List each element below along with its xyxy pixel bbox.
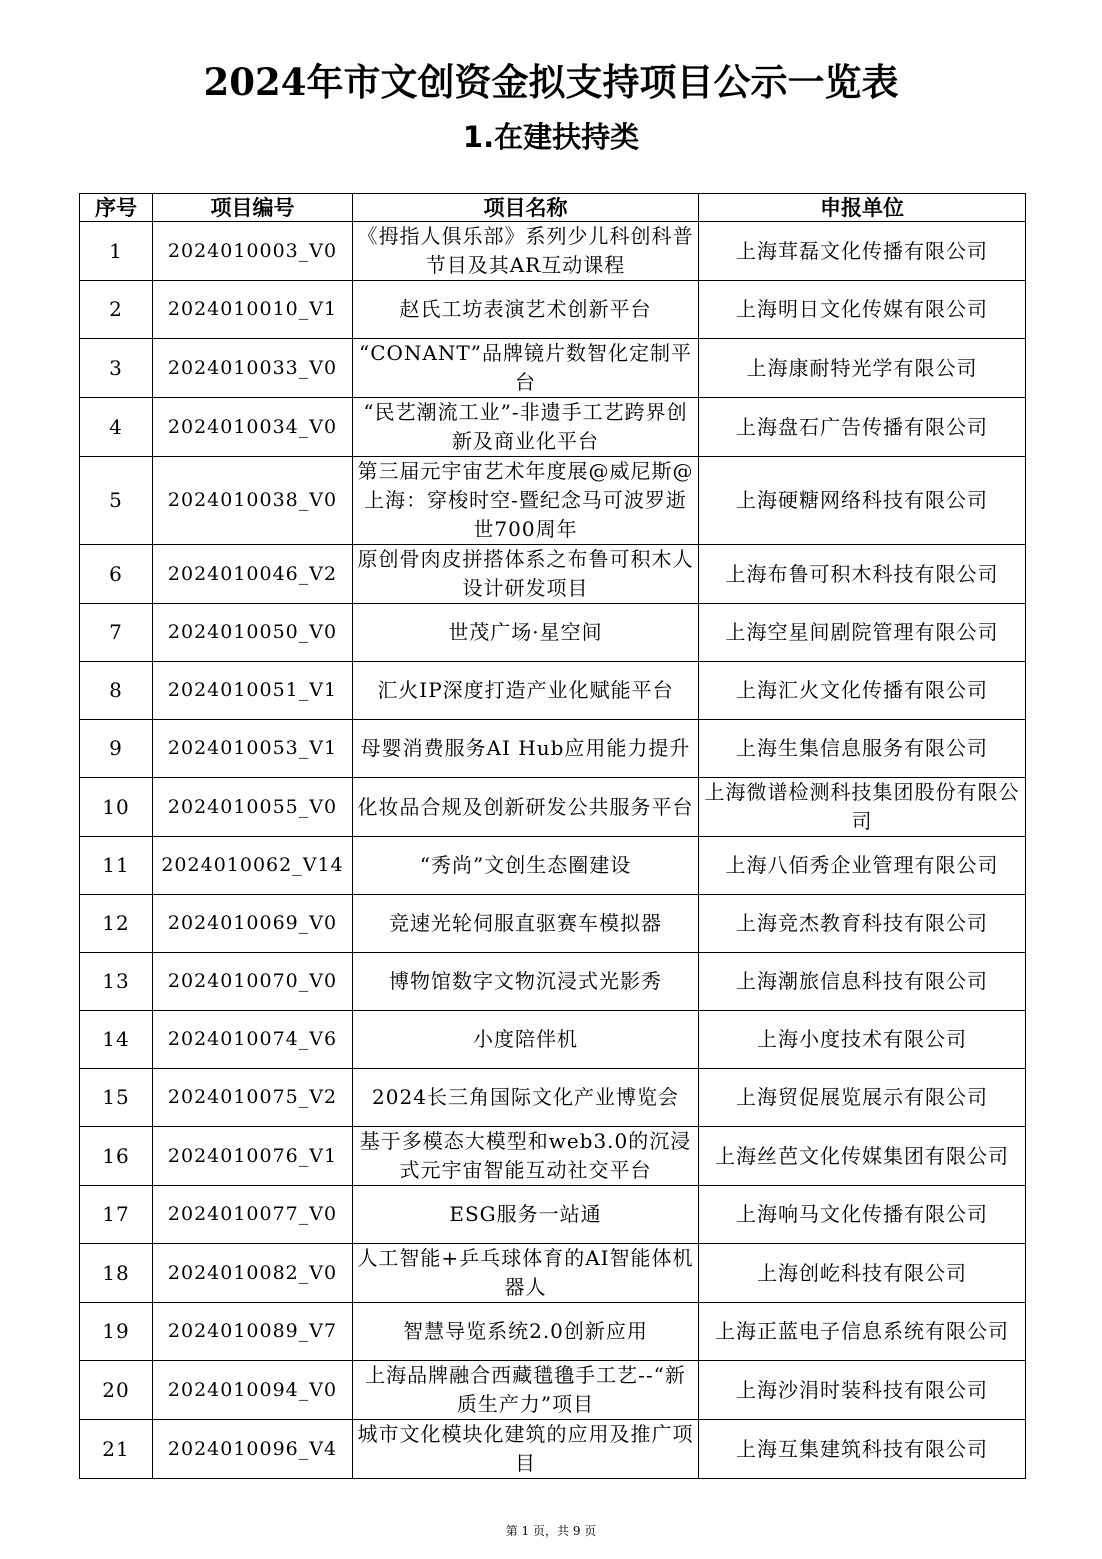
table-row	[80, 604, 1026, 662]
cell-project-code: 2024010046_V2	[153, 545, 353, 604]
cell-applicant: 上海盘石广告传播有限公司	[699, 398, 1026, 457]
cell-project-code: 2024010038_V0	[153, 457, 353, 545]
cell-serial: 3	[80, 339, 153, 398]
cell-project-name: 2024长三角国际文化产业博览会	[353, 1069, 699, 1127]
cell-serial: 14	[80, 1011, 153, 1069]
cell-applicant: 上海潮旅信息科技有限公司	[699, 953, 1026, 1011]
cell-project-code: 2024010010_V1	[153, 281, 353, 339]
document-title: 2024年市文创资金拟支持项目公示一览表	[203, 60, 899, 104]
table-row	[80, 339, 1026, 398]
cell-applicant: 上海茸磊文化传播有限公司	[699, 222, 1026, 281]
cell-applicant: 上海生集信息服务有限公司	[699, 720, 1026, 778]
table-row	[80, 953, 1026, 1011]
cell-project-code: 2024010070_V0	[153, 953, 353, 1011]
table-row	[80, 457, 1026, 545]
cell-project-name: “民艺潮流工业”-非遗手工艺跨界创新及商业化平台	[353, 398, 699, 457]
cell-serial: 13	[80, 953, 153, 1011]
cell-applicant: 上海硬糖网络科技有限公司	[699, 457, 1026, 545]
cell-project-code: 2024010051_V1	[153, 662, 353, 720]
project-table	[79, 193, 1026, 1479]
table-row	[80, 778, 1026, 837]
table-row	[80, 1069, 1026, 1127]
cell-project-code: 2024010033_V0	[153, 339, 353, 398]
header-project-name: 项目名称	[353, 194, 699, 222]
table-header	[80, 194, 1026, 222]
cell-project-name: 竞速光轮伺服直驱赛车模拟器	[353, 895, 699, 953]
cell-project-name: ESG服务一站通	[353, 1186, 699, 1244]
cell-applicant: 上海明日文化传媒有限公司	[699, 281, 1026, 339]
cell-applicant: 上海贸促展览展示有限公司	[699, 1069, 1026, 1127]
cell-serial: 6	[80, 545, 153, 604]
cell-applicant: 上海正蓝电子信息系统有限公司	[699, 1303, 1026, 1361]
cell-project-code: 2024010076_V1	[153, 1127, 353, 1186]
cell-project-code: 2024010062_V14	[153, 837, 353, 895]
cell-project-code: 2024010082_V0	[153, 1244, 353, 1303]
cell-project-code: 2024010089_V7	[153, 1303, 353, 1361]
table-body	[80, 222, 1026, 1479]
cell-serial: 12	[80, 895, 153, 953]
page-footer: 第 1 页，共 9 页	[505, 1524, 597, 1538]
header-serial: 序号	[80, 194, 153, 222]
cell-serial: 1	[80, 222, 153, 281]
cell-applicant: 上海小度技术有限公司	[699, 1011, 1026, 1069]
cell-project-code: 2024010034_V0	[153, 398, 353, 457]
table-row	[80, 222, 1026, 281]
cell-project-name: 人工智能+乒乓球体育的AI智能体机器人	[353, 1244, 699, 1303]
table-row	[80, 837, 1026, 895]
table-row	[80, 1011, 1026, 1069]
table-row	[80, 1303, 1026, 1361]
cell-project-code: 2024010094_V0	[153, 1361, 353, 1420]
cell-project-code: 2024010069_V0	[153, 895, 353, 953]
cell-applicant: 上海响马文化传播有限公司	[699, 1186, 1026, 1244]
cell-project-code: 2024010077_V0	[153, 1186, 353, 1244]
cell-serial: 11	[80, 837, 153, 895]
cell-applicant: 上海布鲁可积木科技有限公司	[699, 545, 1026, 604]
cell-applicant: 上海丝芭文化传媒集团有限公司	[699, 1127, 1026, 1186]
cell-applicant: 上海竞杰教育科技有限公司	[699, 895, 1026, 953]
cell-serial: 17	[80, 1186, 153, 1244]
cell-applicant: 上海汇火文化传播有限公司	[699, 662, 1026, 720]
cell-applicant: 上海康耐特光学有限公司	[699, 339, 1026, 398]
cell-project-name: 原创骨肉皮拼搭体系之布鲁可积木人设计研发项目	[353, 545, 699, 604]
header-project-code: 项目编号	[153, 194, 353, 222]
section-subtitle: 1.在建扶持类	[462, 120, 640, 154]
cell-applicant: 上海沙涓时装科技有限公司	[699, 1361, 1026, 1420]
cell-project-name: 赵氏工坊表演艺术创新平台	[353, 281, 699, 339]
cell-project-name: 基于多模态大模型和web3.0的沉浸式元宇宙智能互动社交平台	[353, 1127, 699, 1186]
cell-project-name: 世茂广场·星空间	[353, 604, 699, 662]
table-row	[80, 545, 1026, 604]
cell-serial: 2	[80, 281, 153, 339]
cell-project-name: “CONANT”品牌镜片数智化定制平台	[353, 339, 699, 398]
cell-serial: 7	[80, 604, 153, 662]
cell-project-name: 第三届元宇宙艺术年度展@威尼斯@上海：穿梭时空-暨纪念马可波罗逝世700周年	[353, 457, 699, 545]
cell-serial: 16	[80, 1127, 153, 1186]
cell-project-name: 城市文化模块化建筑的应用及推广项目	[353, 1420, 699, 1479]
cell-project-name: “秀尚”文创生态圈建设	[353, 837, 699, 895]
cell-project-code: 2024010050_V0	[153, 604, 353, 662]
table-row	[80, 720, 1026, 778]
cell-project-name: 小度陪伴机	[353, 1011, 699, 1069]
table-row	[80, 398, 1026, 457]
cell-project-code: 2024010003_V0	[153, 222, 353, 281]
table-row	[80, 1127, 1026, 1186]
cell-applicant: 上海八佰秀企业管理有限公司	[699, 837, 1026, 895]
cell-serial: 19	[80, 1303, 153, 1361]
cell-applicant: 上海空星间剧院管理有限公司	[699, 604, 1026, 662]
cell-serial: 10	[80, 778, 153, 837]
cell-applicant: 上海微谱检测科技集团股份有限公司	[699, 778, 1026, 837]
table-row	[80, 895, 1026, 953]
cell-applicant: 上海互集建筑科技有限公司	[699, 1420, 1026, 1479]
cell-project-name: 博物馆数字文物沉浸式光影秀	[353, 953, 699, 1011]
cell-serial: 18	[80, 1244, 153, 1303]
table-row	[80, 1244, 1026, 1303]
cell-serial: 9	[80, 720, 153, 778]
cell-serial: 4	[80, 398, 153, 457]
cell-project-code: 2024010075_V2	[153, 1069, 353, 1127]
cell-project-name: 智慧导览系统2.0创新应用	[353, 1303, 699, 1361]
table-row	[80, 1361, 1026, 1420]
table-row	[80, 662, 1026, 720]
cell-serial: 8	[80, 662, 153, 720]
cell-serial: 20	[80, 1361, 153, 1420]
header-row	[80, 194, 1026, 222]
cell-serial: 21	[80, 1420, 153, 1479]
header-applicant: 申报单位	[699, 194, 1026, 222]
cell-project-name: 汇火IP深度打造产业化赋能平台	[353, 662, 699, 720]
cell-project-code: 2024010096_V4	[153, 1420, 353, 1479]
cell-project-code: 2024010074_V6	[153, 1011, 353, 1069]
cell-serial: 5	[80, 457, 153, 545]
cell-project-name: 母婴消费服务AI Hub应用能力提升	[353, 720, 699, 778]
table-row	[80, 1186, 1026, 1244]
cell-project-code: 2024010053_V1	[153, 720, 353, 778]
cell-project-code: 2024010055_V0	[153, 778, 353, 837]
cell-project-name: 《拇指人俱乐部》系列少儿科创科普节目及其AR互动课程	[353, 222, 699, 281]
cell-project-name: 上海品牌融合西藏氆氇手工艺--“新质生产力”项目	[353, 1361, 699, 1420]
cell-project-name: 化妆品合规及创新研发公共服务平台	[353, 778, 699, 837]
table-row	[80, 281, 1026, 339]
cell-applicant: 上海创屹科技有限公司	[699, 1244, 1026, 1303]
cell-serial: 15	[80, 1069, 153, 1127]
table-row	[80, 1420, 1026, 1479]
